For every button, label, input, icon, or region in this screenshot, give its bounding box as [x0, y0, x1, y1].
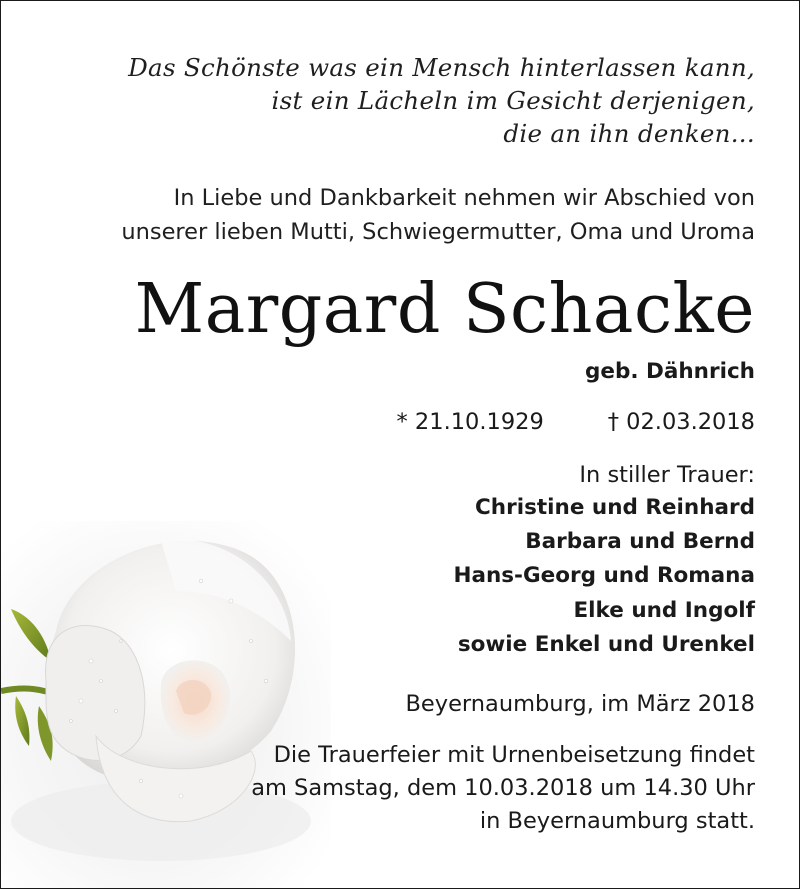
mourner-entry: Hans-Georg und Romana	[453, 563, 755, 589]
memorial-poem	[128, 51, 755, 150]
death-date: † 02.03.2018	[607, 409, 755, 435]
intro-line: In Liebe und Dankbarkeit nehmen wir Abschied von	[173, 185, 755, 211]
funeral-line: Die Trauerfeier mit Urnenbeisetzung findet	[273, 742, 755, 768]
deceased-name: Margard Schacke	[134, 270, 755, 349]
poem-line: die an ihn denken...	[503, 119, 755, 148]
farewell-intro	[121, 181, 755, 249]
mourners-label: In stiller Trauer:	[579, 462, 755, 488]
birth-name: geb. Dähnrich	[584, 359, 755, 384]
place-and-date: Beyernaumburg, im März 2018	[405, 691, 755, 717]
intro-line: unserer lieben Mutti, Schwiegermutter, Oma und Uroma	[121, 219, 755, 245]
mourner-entry: Elke und Ingolf	[573, 597, 755, 623]
mourner-entry: Barbara und Bernd	[525, 529, 755, 555]
funeral-line: am Samstag, dem 10.03.2018 um 14.30 Uhr	[251, 775, 755, 801]
mourner-entry: Christine und Reinhard	[475, 495, 755, 520]
funeral-line: in Beyernaumburg statt.	[479, 808, 755, 834]
life-dates	[397, 405, 755, 439]
funeral-info	[251, 739, 755, 838]
poem-line: Das Schönste was ein Mensch hinterlassen kann,	[128, 53, 755, 82]
birth-date: * 21.10.1929	[396, 409, 544, 435]
mourners-list	[453, 491, 755, 662]
poem-line: ist ein Lächeln im Gesicht derjenigen,	[271, 86, 755, 115]
mourner-entry: sowie Enkel und Urenkel	[457, 631, 755, 657]
